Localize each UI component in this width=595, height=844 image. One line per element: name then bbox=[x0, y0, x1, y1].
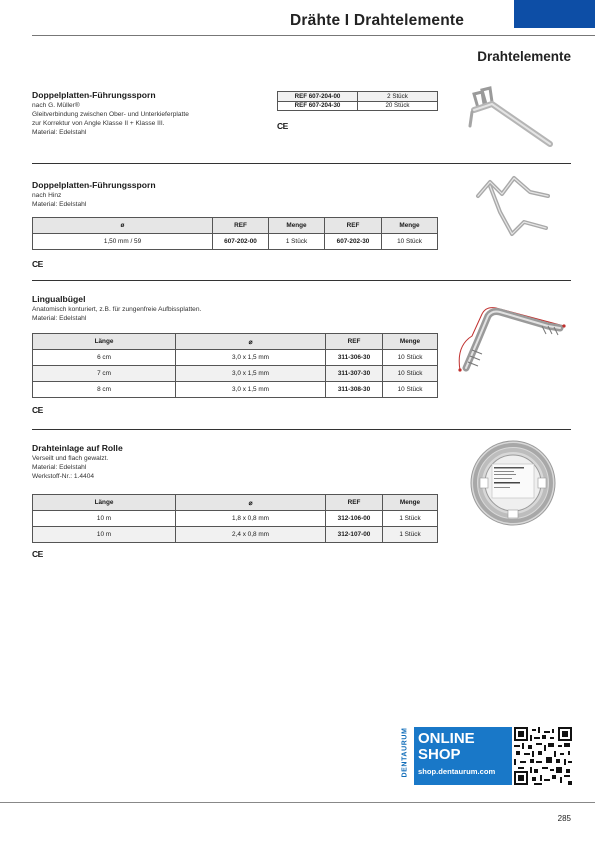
table-cell: 10 m bbox=[33, 511, 176, 527]
column-header: Menge bbox=[383, 495, 438, 511]
product-line: Verseilt und flach gewalzt. bbox=[32, 455, 109, 462]
table-cell: 10 m bbox=[33, 527, 176, 543]
table-cell: REF 607-204-00 bbox=[278, 92, 358, 102]
ce-mark: CE bbox=[32, 405, 43, 415]
shop-line-1: ONLINE bbox=[418, 730, 475, 747]
table-cell: 1,8 x 0,8 mm bbox=[176, 511, 326, 527]
column-header: ⌀ bbox=[176, 495, 326, 511]
column-header: ⌀ bbox=[176, 334, 326, 350]
table-row bbox=[33, 366, 438, 382]
qr-code-icon[interactable] bbox=[514, 727, 572, 785]
column-header: REF bbox=[326, 495, 383, 511]
table-row bbox=[33, 511, 438, 527]
product-line: Material: Edelstahl bbox=[32, 129, 87, 136]
table-cell: 607-202-00 bbox=[213, 234, 269, 250]
table-header-row bbox=[33, 334, 438, 350]
product-section-2 bbox=[32, 180, 156, 209]
product-line: Gleitverbindung zwischen Ober- und Unterkieferplatte bbox=[32, 111, 189, 118]
shop-url-link[interactable]: shop.dentaurum.com bbox=[418, 767, 496, 776]
column-header: Menge bbox=[383, 334, 438, 350]
product-line: Werkstoff-Nr.: 1.4404 bbox=[32, 473, 95, 480]
ce-mark: CE bbox=[32, 549, 43, 559]
product-table-1 bbox=[277, 91, 438, 111]
table-row bbox=[33, 527, 438, 543]
product-line: nach G. Müller® bbox=[32, 102, 80, 109]
table-cell: 3,0 x 1,5 mm bbox=[176, 350, 326, 366]
table-cell: 2 Stück bbox=[358, 92, 438, 102]
table-cell: 10 Stück bbox=[382, 234, 438, 250]
page-number: 285 bbox=[557, 814, 571, 823]
table-cell: 607-202-30 bbox=[325, 234, 382, 250]
table-cell: 10 Stück bbox=[383, 350, 438, 366]
product-line: Material: Edelstahl bbox=[32, 201, 87, 208]
table-cell: 1 Stück bbox=[383, 511, 438, 527]
table-cell: 7 cm bbox=[33, 366, 176, 382]
ce-mark: CE bbox=[32, 259, 43, 269]
column-header: ø bbox=[33, 218, 213, 234]
table-row bbox=[33, 382, 438, 398]
product-section-4 bbox=[32, 443, 123, 481]
table-cell: 312-106-00 bbox=[326, 511, 383, 527]
column-header: REF bbox=[326, 334, 383, 350]
table-cell: 6 cm bbox=[33, 350, 176, 366]
section-subtitle: Drahtelemente bbox=[477, 49, 571, 64]
table-header-row bbox=[33, 495, 438, 511]
shop-box[interactable] bbox=[414, 727, 512, 785]
table-cell: 8 cm bbox=[33, 382, 176, 398]
table-cell: 311-308-30 bbox=[326, 382, 383, 398]
product-title: Doppelplatten-Führungssporn bbox=[32, 90, 156, 100]
column-header: Menge bbox=[382, 218, 438, 234]
ce-mark: CE bbox=[277, 121, 288, 131]
shop-line-2: SHOP bbox=[418, 746, 461, 763]
table-cell: 10 Stück bbox=[383, 382, 438, 398]
product-table-4 bbox=[32, 494, 438, 543]
product-section-3 bbox=[32, 294, 201, 323]
table-row bbox=[278, 92, 438, 102]
table-cell: 311-306-30 bbox=[326, 350, 383, 366]
column-header: Menge bbox=[269, 218, 325, 234]
product-line: nach Hinz bbox=[32, 192, 62, 199]
product-title: Drahteinlage auf Rolle bbox=[32, 443, 123, 453]
product-line: Material: Edelstahl bbox=[32, 315, 87, 322]
column-header: REF bbox=[213, 218, 269, 234]
table-cell: 1,50 mm / 59 bbox=[33, 234, 213, 250]
table-cell: 2,4 x 0,8 mm bbox=[176, 527, 326, 543]
chapter-title: Drähte I Drahtelemente bbox=[290, 12, 465, 29]
header-accent-bar bbox=[514, 0, 595, 28]
lingual-bar-image bbox=[452, 296, 572, 378]
table-cell: 3,0 x 1,5 mm bbox=[176, 366, 326, 382]
table-header-row bbox=[33, 218, 438, 234]
column-header: REF bbox=[325, 218, 382, 234]
table-row bbox=[33, 350, 438, 366]
table-cell: 10 Stück bbox=[383, 366, 438, 382]
section-divider bbox=[32, 163, 571, 164]
product-section-1 bbox=[32, 90, 189, 137]
product-title: Doppelplatten-Führungssporn bbox=[32, 180, 156, 190]
product-line: Material: Edelstahl bbox=[32, 464, 87, 471]
table-cell: 312-107-00 bbox=[326, 527, 383, 543]
section-divider bbox=[32, 429, 571, 430]
header-divider bbox=[32, 35, 595, 36]
column-header: Länge bbox=[33, 334, 176, 350]
guide-spur-image bbox=[462, 86, 562, 156]
product-line: Anatomisch konturiert, z.B. für zungenfreie Aufbissplatten. bbox=[32, 306, 202, 313]
column-header: Länge bbox=[33, 495, 176, 511]
table-cell: 20 Stück bbox=[358, 101, 438, 111]
hinz-spur-image bbox=[472, 172, 554, 242]
product-table-3 bbox=[32, 333, 438, 398]
brand-vertical bbox=[400, 727, 414, 785]
table-cell: 3,0 x 1,5 mm bbox=[176, 382, 326, 398]
brand-name: DENTAURUM bbox=[401, 727, 409, 778]
footer-divider bbox=[0, 802, 595, 803]
wire-coil-image bbox=[468, 438, 558, 528]
table-cell: 311-307-30 bbox=[326, 366, 383, 382]
product-title: Lingualbügel bbox=[32, 294, 86, 304]
table-cell: 1 Stück bbox=[383, 527, 438, 543]
product-table-2 bbox=[32, 217, 438, 250]
table-cell: REF 607-204-30 bbox=[278, 101, 358, 111]
product-line: zur Korrektur von Angle Klasse II + Klasse III. bbox=[32, 120, 165, 127]
table-cell: 1 Stück bbox=[269, 234, 325, 250]
online-shop-banner[interactable] bbox=[400, 727, 512, 785]
table-row bbox=[33, 234, 438, 250]
section-divider bbox=[32, 280, 571, 281]
table-row bbox=[278, 101, 438, 111]
